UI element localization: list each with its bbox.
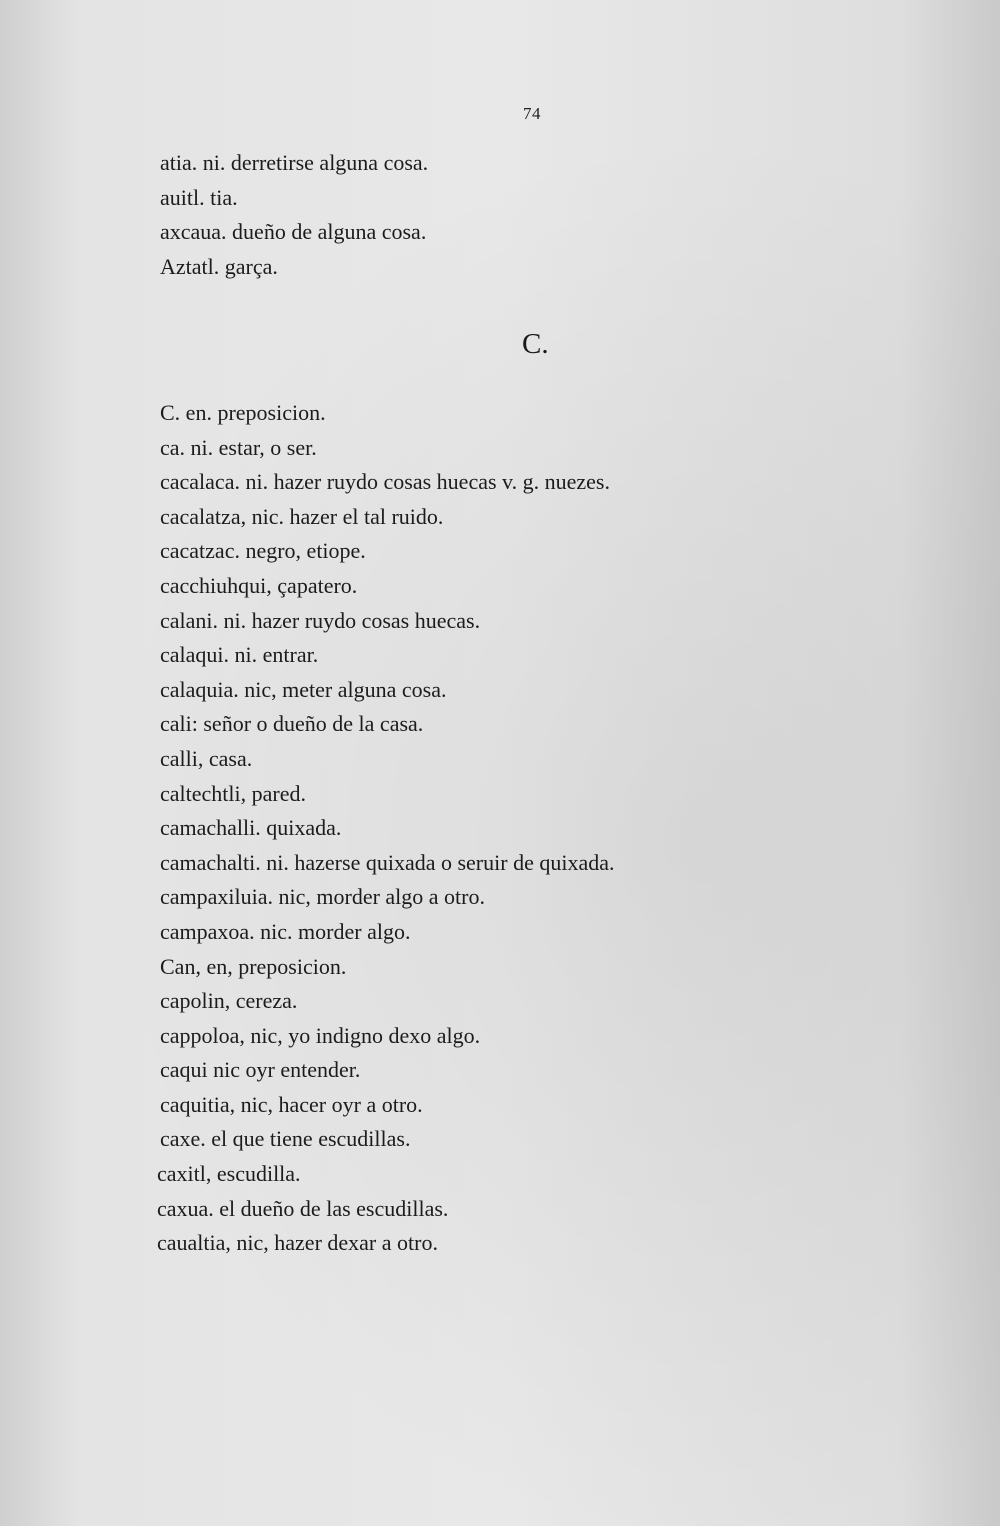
entry-line: caxe. el que tiene escudillas. (160, 1126, 411, 1152)
entry-line: calaqui. ni. entrar. (160, 642, 319, 668)
entry-line: cali: señor o dueño de la casa. (160, 711, 424, 737)
entry-line: caltechtli, pared. (160, 780, 306, 806)
entry-line: auitl. tia. (160, 184, 238, 210)
entry-line: caualtia, nic, hazer dexar a otro. (157, 1230, 438, 1256)
entry-line: ca. ni. estar, o ser. (160, 434, 317, 460)
section-heading: C. (522, 328, 549, 360)
entry-line: caquitia, nic, hacer oyr a otro. (160, 1091, 423, 1117)
entry-line: cappoloa, nic, yo indigno dexo algo. (160, 1022, 481, 1048)
entry-line: caxitl, escudilla. (157, 1161, 301, 1187)
entry-line: campaxiluia. nic, morder algo a otro. (160, 884, 485, 910)
entry-line: capolin, cereza. (160, 988, 298, 1014)
entry-list-c (157, 396, 615, 1261)
entry-line: Aztatl. garça. (160, 253, 278, 279)
entry-line: cacchiuhqui, çapatero. (160, 572, 358, 598)
entry-line: cacalatza, nic. hazer el tal ruido. (160, 503, 444, 529)
entry-line: camachalti. ni. hazerse quixada o seruir de quixada. (160, 849, 615, 875)
page-number: 74 (523, 104, 541, 123)
entry-line: camachalli. quixada. (160, 815, 342, 841)
entry-line: caqui nic oyr entender. (160, 1057, 361, 1083)
entry-line: atia. ni. derretirse alguna cosa. (160, 150, 429, 175)
entry-line: calli, casa. (160, 745, 253, 771)
entry-line: cacalaca. ni. hazer ruydo cosas huecas v. g. nuezes. (160, 469, 610, 495)
entry-line: caxua. el dueño de las escudillas. (157, 1195, 449, 1221)
entry-line: cacatzac. negro, etiope. (160, 538, 366, 564)
entry-line: calaquia. nic, meter alguna cosa. (160, 676, 447, 702)
entry-line: Can, en, preposicion. (160, 953, 347, 979)
entry-line: campaxoa. nic. morder algo. (160, 918, 411, 944)
entry-line: axcaua. dueño de alguna cosa. (160, 219, 427, 245)
entry-line: C. en. preposicion. (160, 400, 326, 425)
entry-list-a (160, 146, 428, 284)
entry-line: calani. ni. hazer ruydo cosas huecas. (160, 607, 481, 633)
